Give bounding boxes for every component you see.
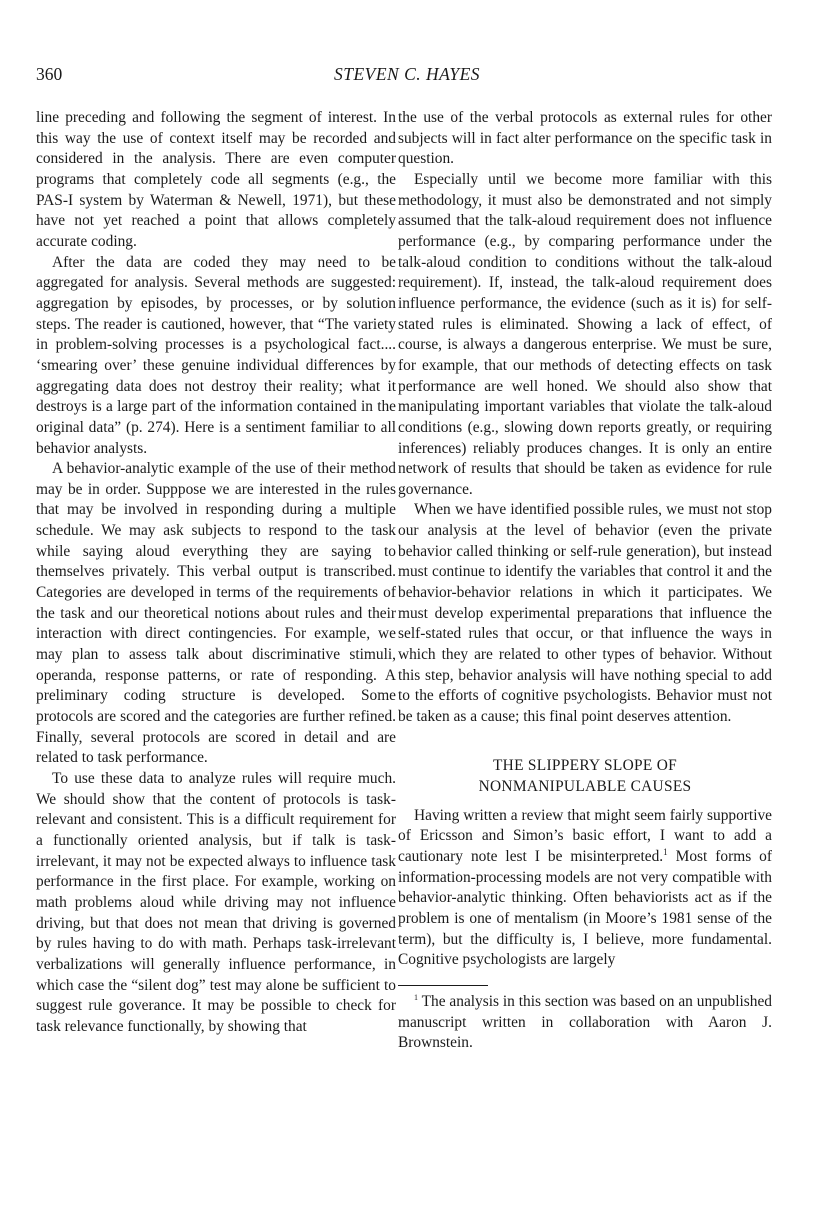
left-column	[36, 108, 396, 1038]
footnote-text: The analysis in this section was based on an unpublished manuscript written in collaboration with Aaron J. Brownstein.	[398, 992, 772, 1052]
paragraph: A behavior-analytic example of the use of their method may be in order. Supppose we are interested in the rules that may be involved in responding during a multiple schedule. We may ask subjects to respond to the task while saying aloud everything they are saying to themselves privately. This verbal output is transcribed. Categories are developed in terms of the requirements of the task and our theoretical notions about rules and their interaction with direct contingencies. For example, we may plan to assess talk about discriminative stimuli, operanda, response patterns, or rate of responding. A preliminary coding structure is developed. Some protocols are scored and the categories are further refined. Finally, several protocols are scored in detail and are related to task performance.	[36, 460, 396, 767]
paragraph: After the data are coded they may need to be aggregated for analysis. Several methods are suggested: aggregation by episodes, by processes, or by solution steps. The reader is cautioned, however, that “The variety in problem-solving processes is a psychological fact.... ‘smearing over’ these genuine individual differences by aggregating data does not destroy their reality; what it destroys is a large part of the information contained in the original data” (p. 274). Here is a sentiment familiar to all behavior analysts.	[36, 253, 396, 457]
page-number: 360	[36, 64, 63, 84]
paragraph-text: Having written a review that might seem fairly supportive of Ericsson and Simon’s basic effort, I want to add a cautionary note lest I be misinterpreted.	[398, 806, 772, 865]
section-heading-line: THE SLIPPERY SLOPE OF	[492, 756, 678, 774]
paragraph	[398, 806, 772, 971]
paragraph: Especially until we become more familiar with this methodology, it must also be demonstrated and not simply assumed that the talk-aloud requirement does not influence performance (e.g., by comparing performance under the talk-aloud condition to conditions without the talk-aloud requirement). If, instead, the talk-aloud requirement does influence performance, the evidence (such as it is) for self-stated rules is eliminated. Showing a lack of effect, of course, is always a dangerous enterprise. We must be sure, for example, that our methods of detecting effects on task performance are well honed. We should also show that manipulating important variables that violate the talk-aloud conditions (e.g., slowing down reports greatly, or requiring inferences) reliably produces changes. It is only an entire network of results that should be taken as evidence for rule governance.	[398, 170, 772, 498]
paragraph: line preceding and following the segment of interest. In this way the use of context itself may be recorded and considered in the analysis. There are even computer programs that completely code all segments (e.g., the PAS-I system by Waterman & Newell, 1971), but these have not yet reached a point that allows completely accurate coding.	[36, 109, 396, 250]
footnote-number: 1	[414, 992, 418, 1002]
page-header	[36, 64, 778, 88]
footnote	[398, 992, 772, 1054]
paragraph: the use of the verbal protocols as external rules for other subjects will in fact alter performance on the specific task in question.	[398, 109, 772, 168]
right-column	[398, 108, 772, 1054]
paragraph: To use these data to analyze rules will require much. We should show that the content of protocols is task-relevant and consistent. This is a difficult requirement for a functionally oriented analysis, but if talk is task-irrelevant, it may not be expected always to influence task performance in the first place. For example, working on math problems aloud while driving may not influence driving, but that does not mean that driving is governed by rules having to do with math. Perhaps task-irrelevant verbalizations will generally influence performance, in which case the “silent dog” test may alone be sufficient to suggest rule goverance. It may be possible to check for task relevance functionally, by showing that	[36, 770, 396, 1035]
section-heading	[398, 755, 772, 797]
footnote-divider	[398, 985, 488, 986]
running-head: STEVEN C. HAYES	[333, 64, 481, 84]
section-heading-line: NONMANIPULABLE CAUSES	[478, 777, 692, 795]
footnote-marker: 1	[663, 846, 668, 857]
paragraph-text: Most forms of information-processing models are not very compatible with behavior-analytic thinking. Often behaviorists act as if the problem is one of mentalism (in Moore’s 1981 sense of the term), but the difficulty is, I believe, more fundamental. Cognitive psychologists are largely	[398, 848, 772, 969]
paragraph: When we have identified possible rules, we must not stop our analysis at the level of behavior (even the private behavior called thinking or self-rule generation), but instead must continue to identify the variables that control it and the behavior-behavior relations in which it participates. We must develop experimental preparations that influence the self-stated rules that occur, or that influence the ways in which they are related to other types of behavior. Without this step, behavior analysis will have nothing special to add to the efforts of cognitive psychologists. Behavior must not be taken as a cause; this final point deserves attention.	[398, 501, 772, 726]
